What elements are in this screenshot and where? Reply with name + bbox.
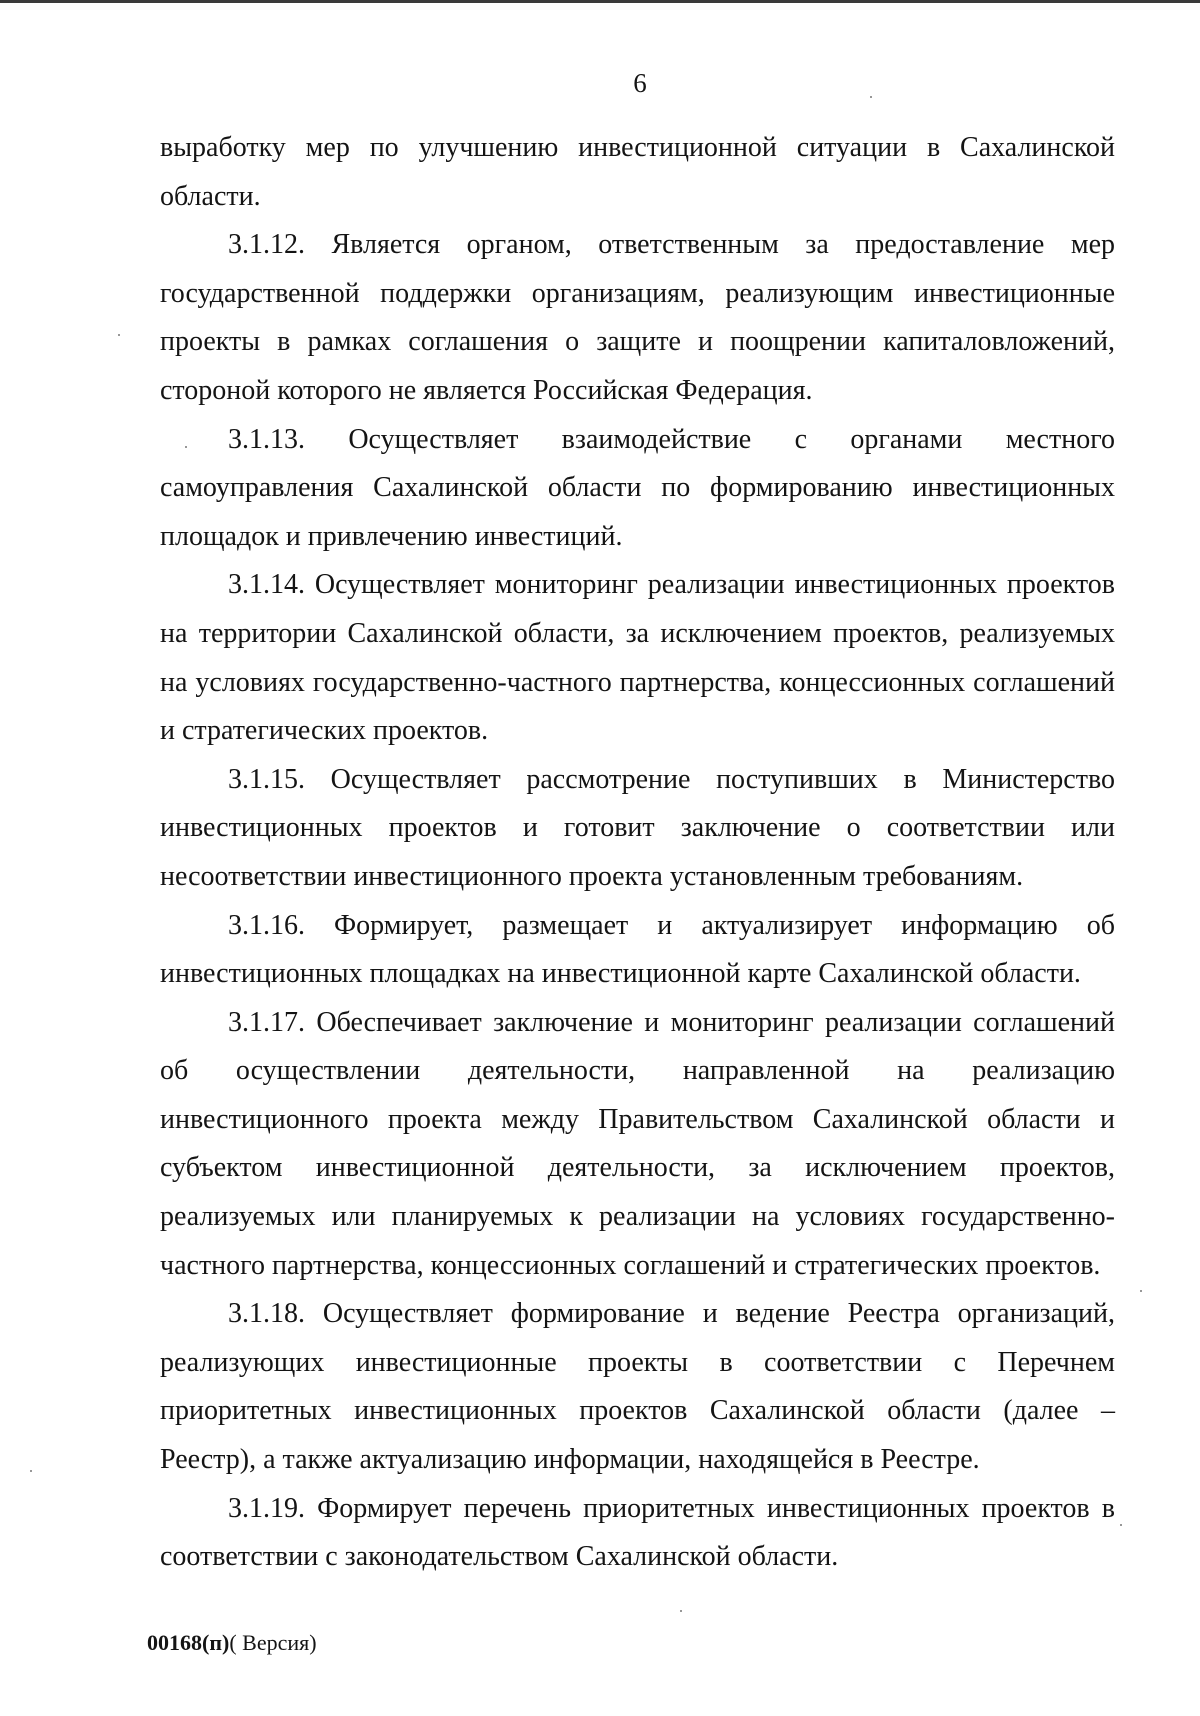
document-footer xyxy=(147,1630,317,1656)
scan-speck xyxy=(1120,1524,1122,1526)
paragraph-3-1-12: 3.1.12. Является органом, ответственным за предоставление мер государственной поддержки организациям, реализующим инвестиционные проекты в рамках соглашения о защите и поощрении капиталовложений, стороной которого не является Российская Федерация. xyxy=(160,229,1115,406)
paragraph-3-1-13: 3.1.13. Осуществляет взаимодействие с органами местного самоуправления Сахалинской области по формированию инвестиционных площадок и привлечению инвестиций. xyxy=(160,423,1115,552)
document-version: ( Версия) xyxy=(229,1630,317,1655)
paragraph-3-1-17: 3.1.17. Обеспечивает заключение и мониторинг реализации соглашений об осуществлении деятельности, направленной на реализацию инвестиционного проекта между Правительством Сахалинской области и субъектом инвестиционной деятельности, за исключением проектов, реализуемых или планируемых к реализации на условиях государственно-частного партнерства, концессионных соглашений и стратегических проектов. xyxy=(160,1006,1115,1281)
document-code: 00168(п) xyxy=(147,1630,230,1655)
document-body xyxy=(160,124,1115,1582)
scan-speck xyxy=(30,1470,32,1472)
paragraph-3-1-19: 3.1.19. Формирует перечень приоритетных инвестиционных проектов в соответствии с законодательством Сахалинской области. xyxy=(160,1492,1115,1573)
paragraph-continuation: выработку мер по улучшению инвестиционной ситуации в Сахалинской области. xyxy=(160,132,1115,212)
paragraph-3-1-15: 3.1.15. Осуществляет рассмотрение поступивших в Министерство инвестиционных проектов и готовит заключение о соответствии или несоответствии инвестиционного проекта установленным требованиям. xyxy=(160,763,1115,892)
scan-speck xyxy=(1140,1290,1142,1292)
page-number: 6 xyxy=(633,68,647,98)
top-border-line xyxy=(0,0,1200,3)
paragraph-3-1-18: 3.1.18. Осуществляет формирование и ведение Реестра организаций, реализующих инвестиционные проекты в соответствии с Перечнем приоритетных инвестиционных проектов Сахалинской области (далее – Реестр), а также актуализацию информации, находящейся в Реестре. xyxy=(160,1298,1115,1476)
scan-speck xyxy=(118,334,120,336)
scan-speck xyxy=(870,96,872,98)
paragraph-3-1-16: 3.1.16. Формирует, размещает и актуализирует информацию об инвестиционных площадках на инвестиционной карте Сахалинской области. xyxy=(160,909,1115,990)
scan-speck xyxy=(680,1610,682,1612)
paragraph-3-1-14: 3.1.14. Осуществляет мониторинг реализации инвестиционных проектов на территории Сахалинской области, за исключением проектов, реализуемых на условиях государственно-частного партнерства, концессионных соглашений и стратегических проектов. xyxy=(160,569,1115,747)
scan-speck xyxy=(185,446,187,448)
